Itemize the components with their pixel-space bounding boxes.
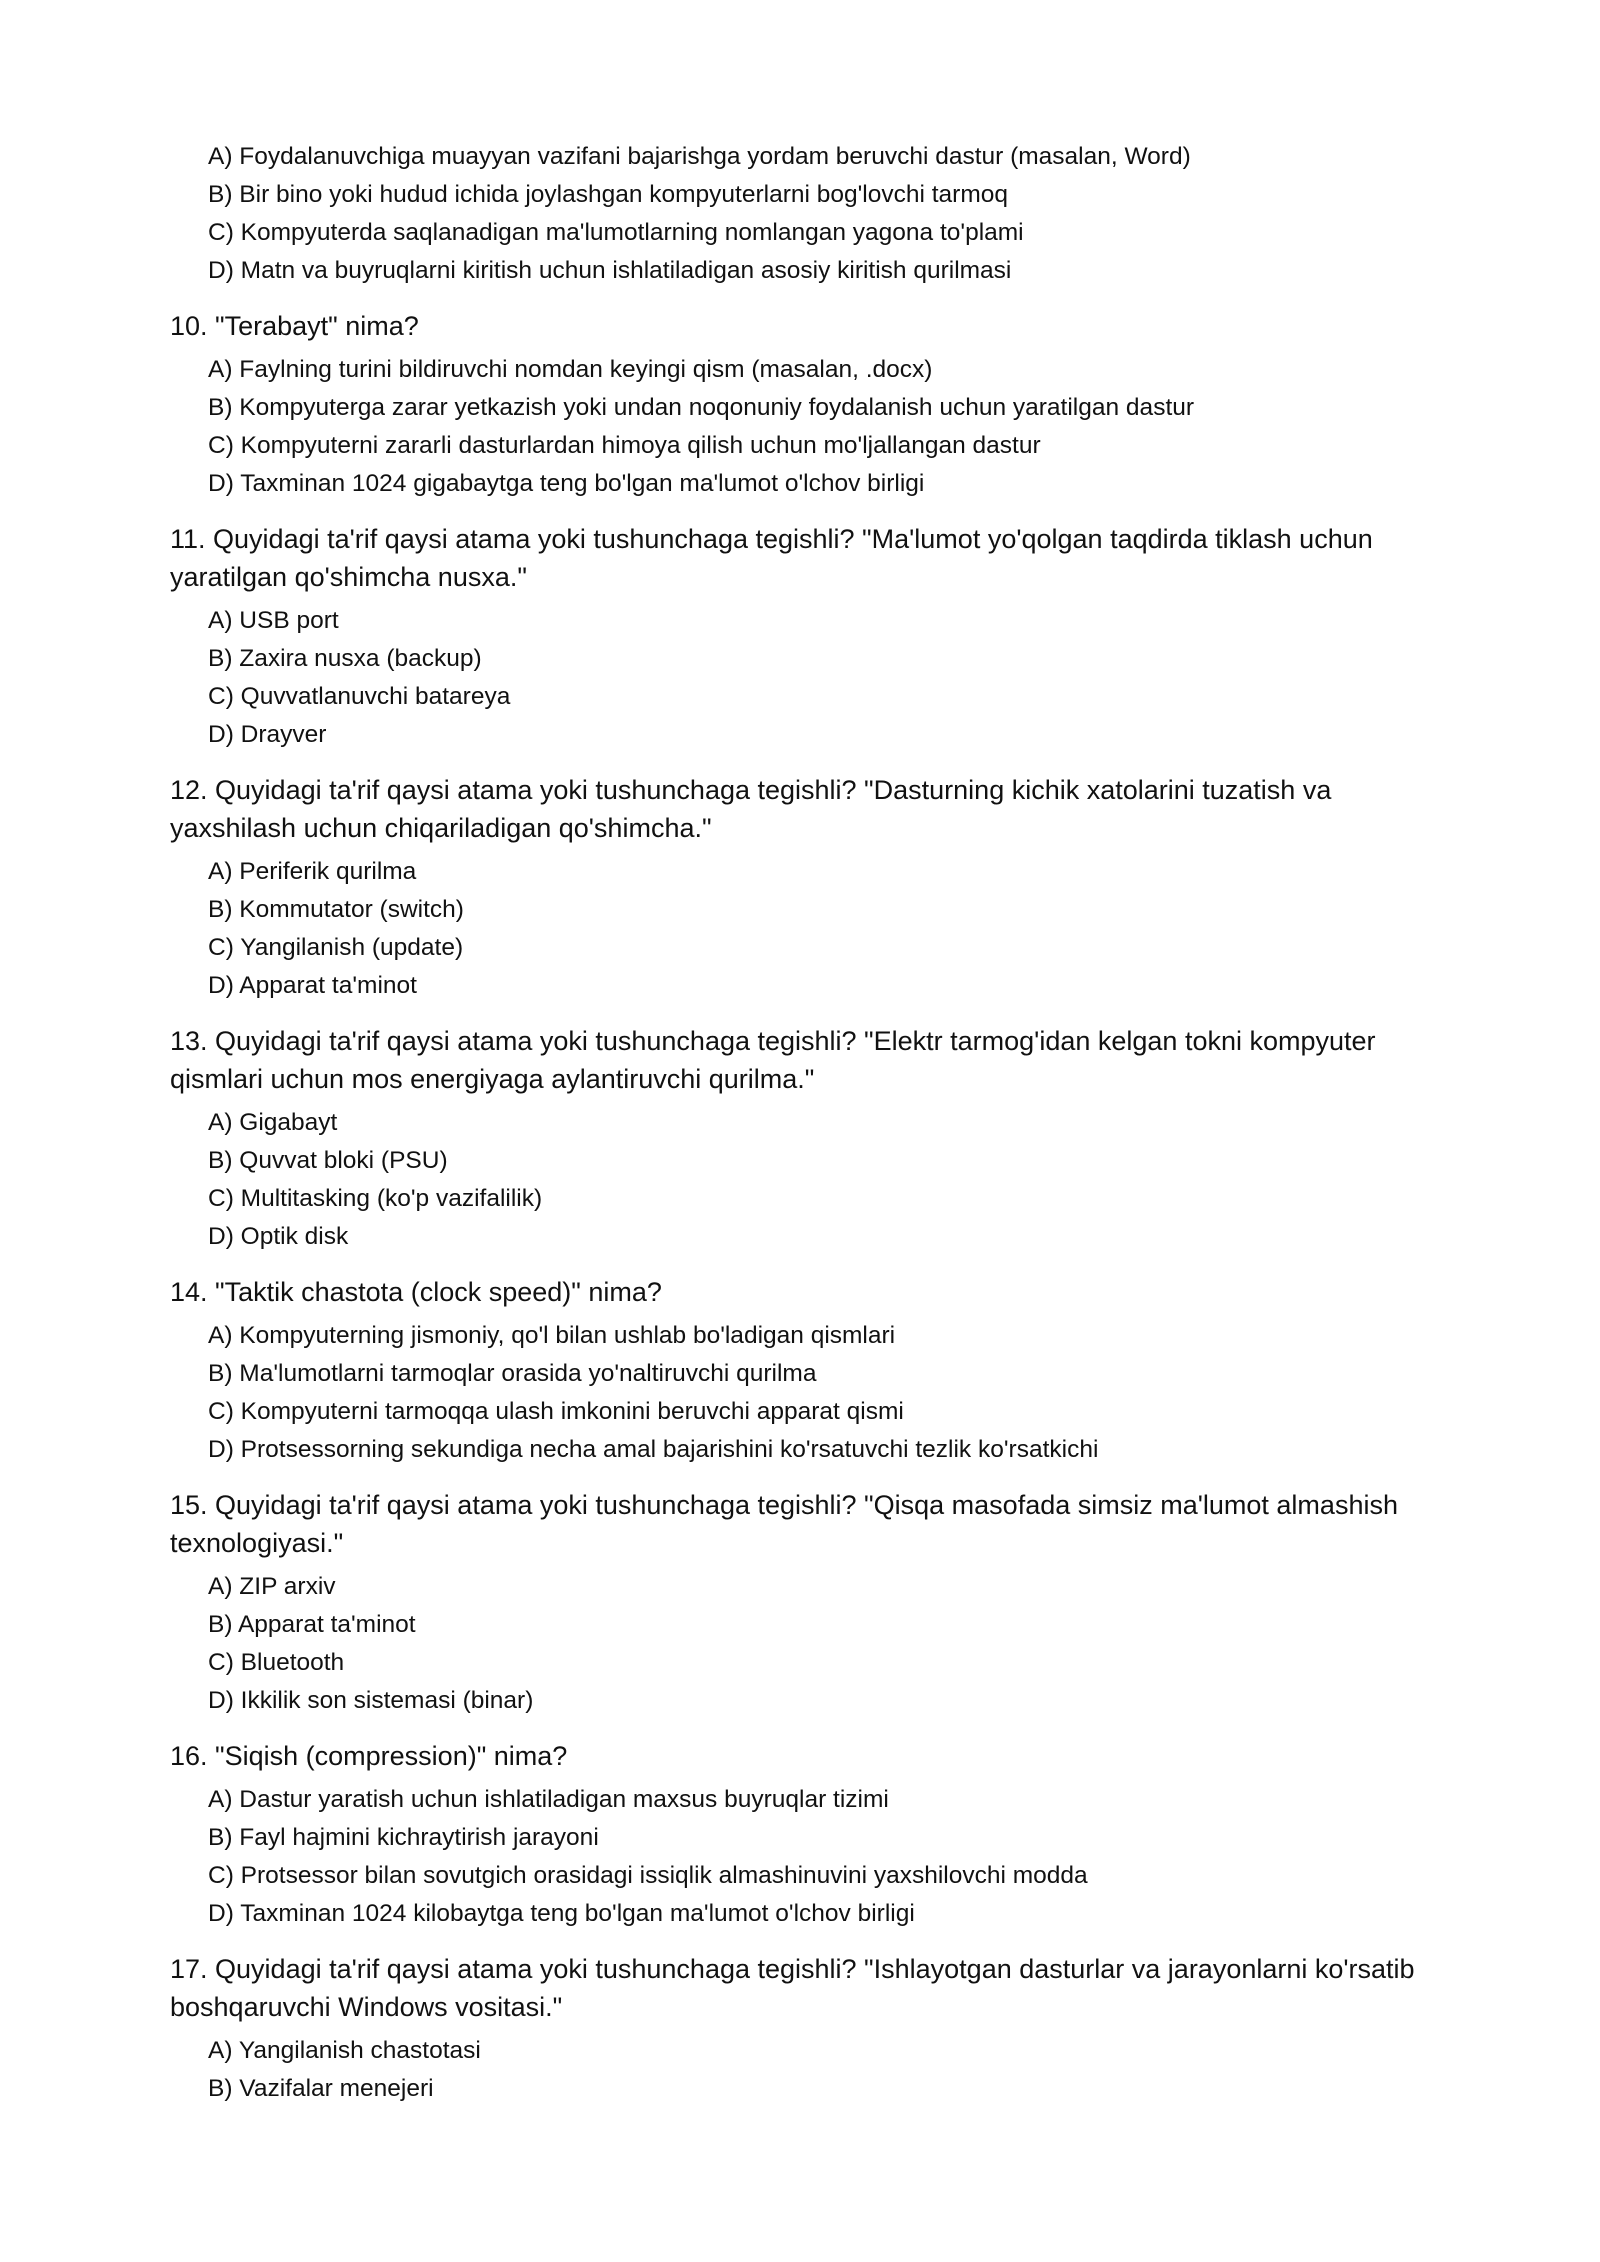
option-d: D) Protsessorning sekundiga necha amal bajarishini ko'rsatuvchi tezlik ko'rsatkichi (208, 1436, 1099, 1463)
question-14 (170, 1273, 1460, 1469)
answer-options (170, 1317, 1460, 1469)
question-11 (170, 520, 1460, 754)
answer-options (170, 1568, 1460, 1720)
option-c: C) Bluetooth (208, 1649, 345, 1676)
option-d: D) Optik disk (208, 1223, 349, 1250)
answer-options (170, 2032, 1460, 2108)
option-a: A) USB port (208, 607, 339, 634)
question-16 (170, 1737, 1460, 1933)
option-c: C) Protsessor bilan sovutgich orasidagi issiqlik almashinuvini yaxshilovchi modda (208, 1862, 1088, 1889)
question-text: 17. Quyidagi ta'rif qaysi atama yoki tushunchaga tegishli? "Ishlayotgan dasturlar va jarayonlarni ko'rsatib boshqaruvchi Windows vositasi." (170, 1954, 1415, 2022)
option-a: A) Dastur yaratish uchun ishlatiladigan maxsus buyruqlar tizimi (208, 1786, 889, 1813)
question-list (170, 138, 1460, 2125)
option-a: A) Foydalanuvchiga muayyan vazifani bajarishga yordam beruvchi dastur (masalan, Word) (208, 143, 1191, 170)
option-b: B) Fayl hajmini kichraytirish jarayoni (208, 1824, 599, 1851)
option-b: B) Bir bino yoki hudud ichida joylashgan kompyuterlarni bog'lovchi tarmoq (208, 181, 1008, 208)
question-text: 15. Quyidagi ta'rif qaysi atama yoki tushunchaga tegishli? "Qisqa masofada simsiz ma'lumot almashish texnologiyasi." (170, 1490, 1398, 1558)
option-b: B) Vazifalar menejeri (208, 2075, 434, 2102)
question-13 (170, 1022, 1460, 1256)
option-c: C) Kompyuterda saqlanadigan ma'lumotlarning nomlangan yagona to'plami (208, 219, 1024, 246)
option-a: A) Gigabayt (208, 1109, 338, 1136)
answer-options (170, 138, 1460, 290)
option-d: D) Apparat ta'minot (208, 972, 417, 999)
option-c: C) Kompyuterni tarmoqqa ulash imkonini beruvchi apparat qismi (208, 1398, 904, 1425)
answer-options (170, 1104, 1460, 1256)
option-d: D) Ikkilik son sistemasi (binar) (208, 1687, 534, 1714)
question-12 (170, 771, 1460, 1005)
option-c: C) Yangilanish (update) (208, 934, 464, 961)
question-text: 11. Quyidagi ta'rif qaysi atama yoki tushunchaga tegishli? "Ma'lumot yo'qolgan taqdirda tiklash uchun yaratilgan qo'shimcha nusxa." (170, 524, 1373, 592)
question-10 (170, 307, 1460, 503)
option-b: B) Kommutator (switch) (208, 896, 464, 923)
question-text: 12. Quyidagi ta'rif qaysi atama yoki tushunchaga tegishli? "Dasturning kichik xatolarini tuzatish va yaxshilash uchun chiqariladigan qo'shimcha." (170, 775, 1332, 843)
option-b: B) Quvvat bloki (PSU) (208, 1147, 448, 1174)
option-c: C) Multitasking (ko'p vazifalilik) (208, 1185, 543, 1212)
answer-options (170, 602, 1460, 754)
option-a: A) Periferik qurilma (208, 858, 417, 885)
question-text: 14. "Taktik chastota (clock speed)" nima? (170, 1277, 662, 1307)
option-a: A) ZIP arxiv (208, 1573, 336, 1600)
question-text: 13. Quyidagi ta'rif qaysi atama yoki tushunchaga tegishli? "Elektr tarmog'idan kelgan tokni kompyuter qismlari uchun mos energiyaga aylantiruvchi qurilma." (170, 1026, 1376, 1094)
question-text: 10. "Terabayt" nima? (170, 311, 419, 341)
option-d: D) Taxminan 1024 kilobaytga teng bo'lgan ma'lumot o'lchov birligi (208, 1900, 915, 1927)
option-b: B) Kompyuterga zarar yetkazish yoki undan noqonuniy foydalanish uchun yaratilgan dastur (208, 394, 1195, 421)
option-b: B) Apparat ta'minot (208, 1611, 416, 1638)
option-c: C) Kompyuterni zararli dasturlardan himoya qilish uchun mo'ljallangan dastur (208, 432, 1041, 459)
answer-options (170, 1781, 1460, 1933)
question-text: 16. "Siqish (compression)" nima? (170, 1741, 568, 1771)
option-d: D) Taxminan 1024 gigabaytga teng bo'lgan ma'lumot o'lchov birligi (208, 470, 925, 497)
option-b: B) Ma'lumotlarni tarmoqlar orasida yo'naltiruvchi qurilma (208, 1360, 817, 1387)
option-c: C) Quvvatlanuvchi batareya (208, 683, 511, 710)
option-a: A) Yangilanish chastotasi (208, 2037, 481, 2064)
question-15 (170, 1486, 1460, 1720)
option-a: A) Kompyuterning jismoniy, qo'l bilan ushlab bo'ladigan qismlari (208, 1322, 896, 1349)
option-a: A) Faylning turini bildiruvchi nomdan keyingi qism (masalan, .docx) (208, 356, 933, 383)
answer-options (170, 351, 1460, 503)
option-b: B) Zaxira nusxa (backup) (208, 645, 482, 672)
option-d: D) Drayver (208, 721, 327, 748)
question-17 (170, 1950, 1460, 2108)
answer-options (170, 853, 1460, 1005)
option-d: D) Matn va buyruqlarni kiritish uchun ishlatiladigan asosiy kiritish qurilmasi (208, 257, 1012, 284)
question-9-continued (170, 138, 1460, 290)
